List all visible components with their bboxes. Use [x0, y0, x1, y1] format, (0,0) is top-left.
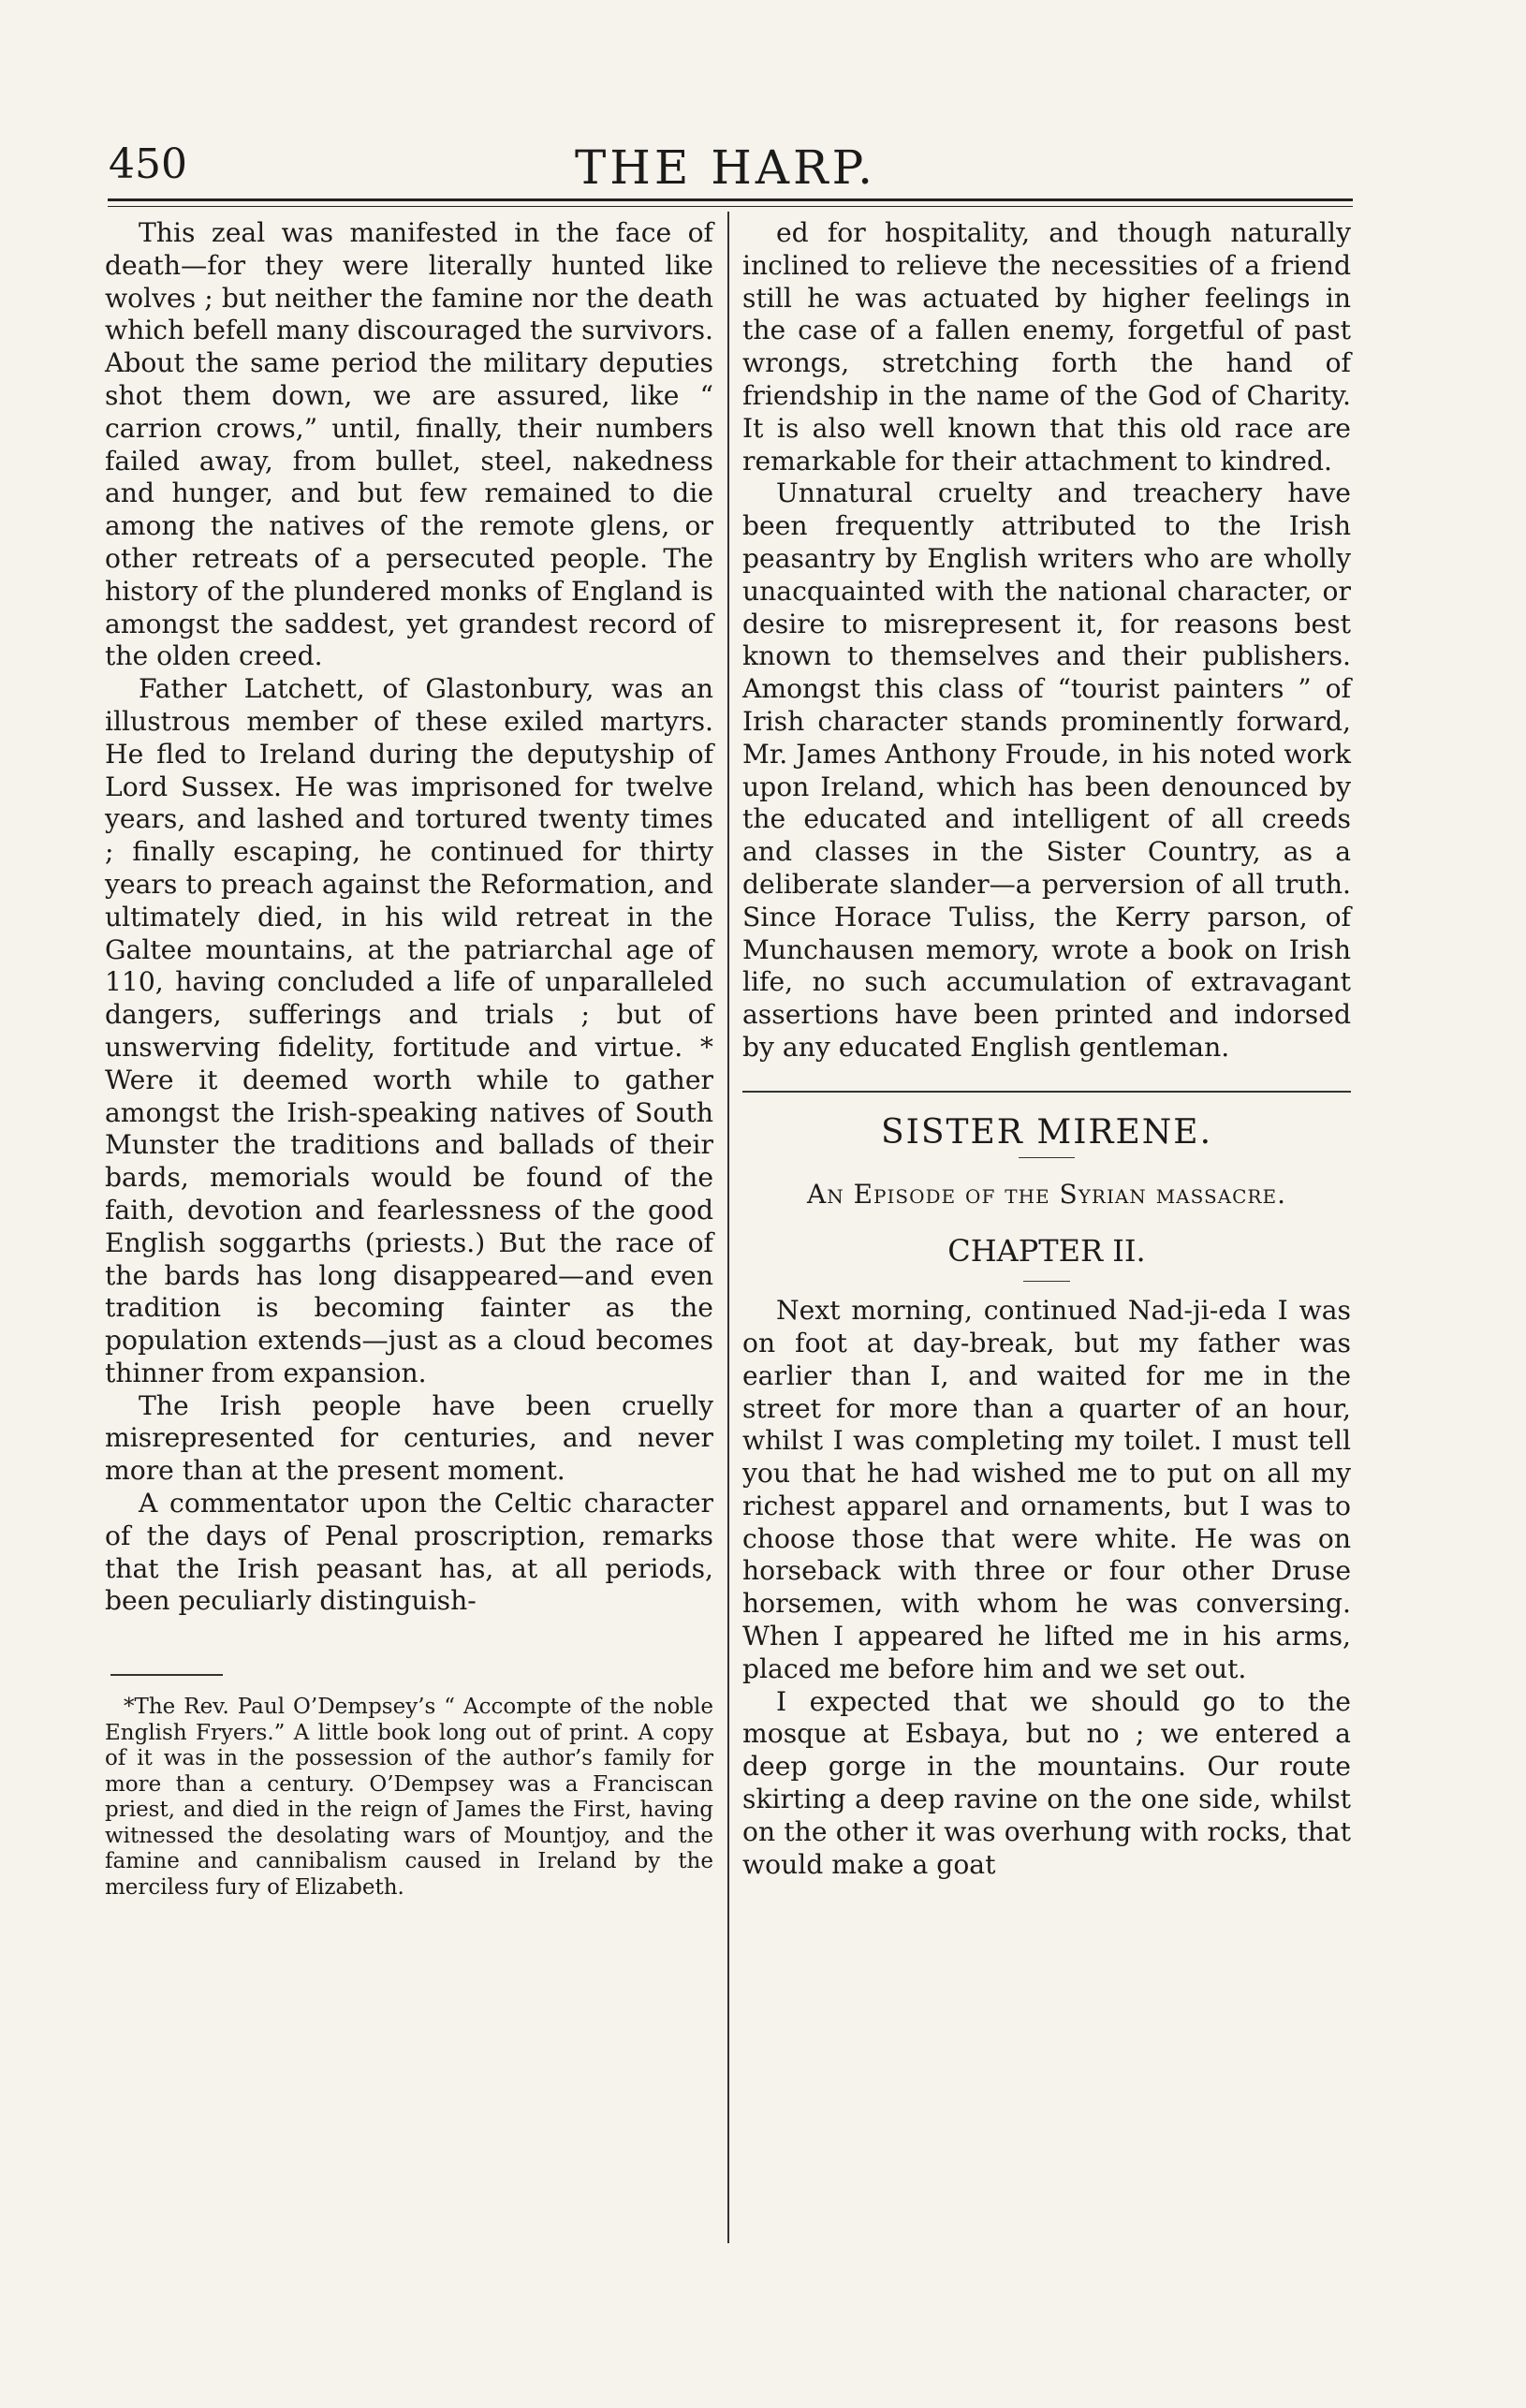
paragraph: A commentator upon the Celtic character of the days of Penal proscription, remarks that the Irish peasant has, at all periods, been peculiarly distinguish-: [105, 1488, 713, 1617]
title-rule: [1019, 1157, 1075, 1158]
paragraph: Father Latchett, of Glastonbury, was an illustrous member of these exiled martyrs. He fled to Ireland during the deputyship of Lord Sussex. He was imprisoned for twelve years, and lashed and tortured twenty times ; finally escaping, he continued for thirty years to preach against the Reformation, and ultimately died, in his wild retreat in the Galtee mountains, at the patriarchal age of 110, having concluded a life of unparalleled dangers, sufferings and trials ; but of unswerving fidelity, fortitude and virtue. * Were it deemed worth while to gather amongst the Irish-speaking natives of South Munster the traditions and ballads of their bards, memorials would be found of the faith, devotion and fearlessness of the good English soggarths (priests.) But the race of the bards has long disappeared—and even tradition is becoming fainter as the population extends—just as a cloud becomes thinner from expansion.: [105, 673, 713, 1388]
chapter-rule: [1023, 1281, 1070, 1282]
right-column: [742, 217, 1351, 1881]
paragraph: Next morning, continued Nad-ji-eda I was on foot at day-break, but my father was earlier than I, and waited for me in the street for more than a quarter of an hour, whilst I was completing my toilet. I must tell you that he had wished me to put on all my richest apparel and ornaments, but I was to choose those that were white. He was on horseback with three or four other Druse horsemen, with whom he was conversing. When I appeared he lifted me in his arms, placed me before him and we set out.: [742, 1295, 1351, 1684]
paragraph: This zeal was manifested in the face of death—for they were literally hunted like wolves ; but neither the famine nor the death which befell many discouraged the survivors. About the same period the military deputies shot them down, we are assured, like “ carrion crows,” until, finally, their numbers failed away, from bullet, steel, nakedness and hunger, and but few remained to die among the natives of the remote glens, or other retreats of a persecuted people. The history of the plundered monks of England is amongst the saddest, yet grandest record of the olden creed.: [105, 217, 713, 672]
header-rule-thin: [108, 206, 1353, 207]
paragraph: The Irish people have been cruelly misrepresented for centuries, and never more than at the present moment.: [105, 1389, 713, 1487]
left-column: [105, 217, 713, 1901]
column-divider: [727, 212, 729, 2243]
paragraph: ed for hospitality, and though naturally inclined to relieve the necessities of a friend still he was actuated by higher feelings in the case of a fallen enemy, forgetful of past wrongs, stretching forth the hand of friendship in the name of the God of Charity. It is also well known that this old race are remarkable for their attachment to kindred.: [742, 217, 1351, 477]
story-title: SISTER MIRENE.: [880, 1112, 1213, 1152]
section-separator: [742, 1091, 1351, 1093]
header-rule-thick: [108, 198, 1353, 201]
paragraph: Unnatural cruelty and treachery have been frequently attributed to the Irish peasantry by English writers who are wholly unacquainted with the national character, or desire to misrepresent it, for reasons best known to themselves and their publishers. Amongst this class of “tourist painters ” of Irish character stands prominently forward, Mr. James Anthony Froude, in his noted work upon Ireland, which has been denounced by the educated and intelligent of all creeds and classes in the Sister Country, as a deliberate slander—a perversion of all truth. Since Horace Tuliss, the Kerry parson, of Munchausen memory, wrote a book on Irish life, no such accumulation of extravagant assertions have been printed and indorsed by any educated English gentleman.: [742, 477, 1351, 1063]
footnote-rule: [110, 1674, 223, 1676]
chapter-heading: CHAPTER II.: [947, 1233, 1146, 1270]
footnote: *The Rev. Paul O’Dempsey’s “ Accompte of the noble English Fryers.” A little book long out of print. A copy of it was in the possession of the author’s family for more than a century. O’Dempsey was a Franciscan priest, and died in the reign of James the First, having witnessed the desolating wars of Mountjoy, and the famine and cannibalism caused in Ireland by the merciless fury of Elizabeth.: [105, 1695, 713, 1900]
page-number: 450: [109, 140, 187, 188]
publication-title: THE HARP.: [574, 140, 877, 195]
paragraph: I expected that we should go to the mosque at Esbaya, but no ; we entered a deep gorge in the mountains. Our route skirting a deep ravine on the one side, whilst on the other it was overhung with rocks, that would make a goat: [742, 1685, 1351, 1880]
page-header: [103, 140, 1348, 200]
story-subtitle: An Episode of the Syrian massacre.: [807, 1178, 1286, 1210]
